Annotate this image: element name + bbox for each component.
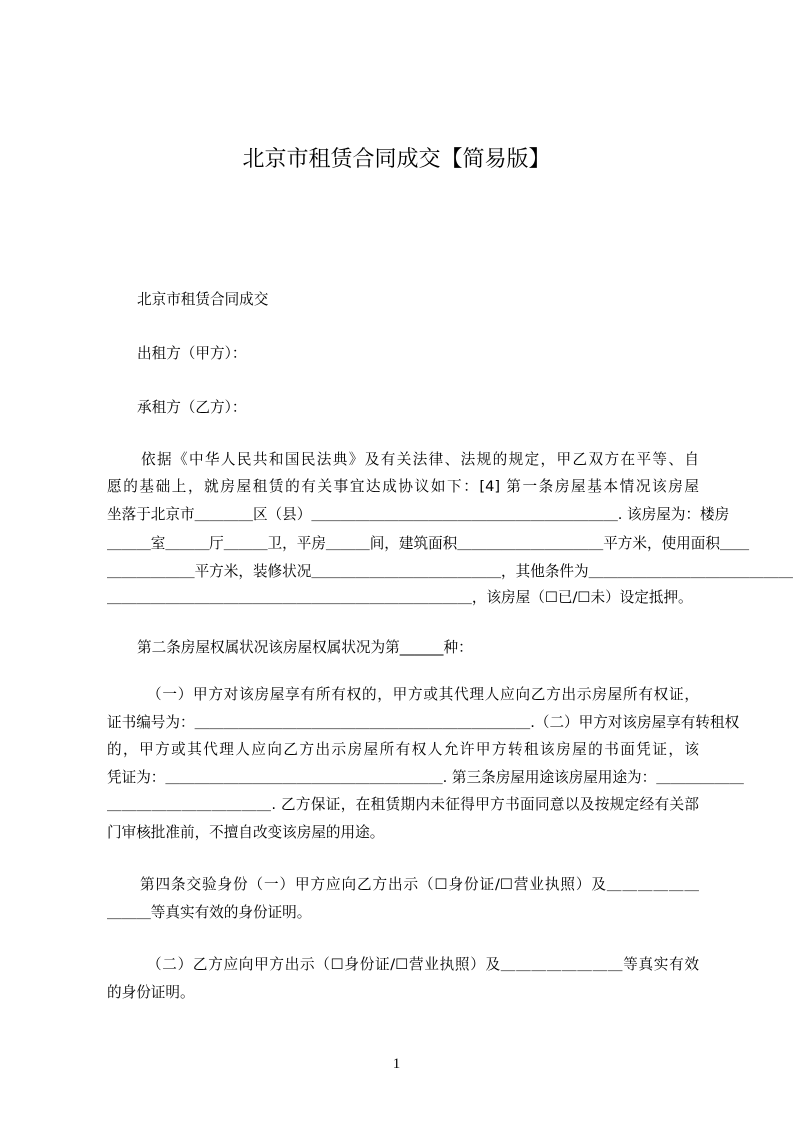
paragraph-line: ＿＿＿＿＿＿＿＿＿＿＿. 乙方保证，在租赁期内未征得甲方书面同意以及按规定经有关部 (107, 796, 699, 813)
paragraph-line: （一）甲方对该房屋享有所有权的，甲方或其代理人应向乙方出示房屋所有权证， (147, 686, 699, 703)
paragraph-line: 第四条交验身份（一）甲方应向乙方出示（☐身份证/☐营业执照）及＿＿＿＿＿＿ (140, 876, 699, 893)
doc-subtitle: 北京市租赁合同成交 (137, 291, 269, 308)
paragraph-line: 门审核批准前，不擅自改变该房屋的用途。 (107, 824, 385, 841)
paragraph-line: ＿＿＿＿＿＿平方米，装修状况＿＿＿＿＿＿＿＿＿＿＿＿＿，其他条件为＿＿＿＿＿＿＿＿＿＿＿＿＿＿ (107, 563, 793, 580)
paragraph-line: ＿＿＿等真实有效的身份证明。 (107, 904, 312, 921)
paragraph-line: ＿＿＿室＿＿＿厅＿＿＿卫，平房＿＿＿间，建筑面积＿＿＿＿＿＿＿＿＿＿平方米，使用面积＿＿ (107, 535, 750, 552)
paragraph-line: 的，甲方或其代理人应向乙方出示房屋所有权人允许甲方转租该房屋的书面凭证，该 (107, 741, 699, 758)
paragraph-line: ＿＿＿＿＿＿＿＿＿＿＿＿＿＿＿＿＿＿＿＿＿＿＿＿＿，该房屋（☐已/☐未）设定抵押。 (107, 589, 693, 606)
document-title: 北京市租赁合同成交【简易版】 (242, 147, 551, 172)
paragraph-line: 证书编号为：＿＿＿＿＿＿＿＿＿＿＿＿＿＿＿＿＿＿＿＿＿＿＿.（二）甲方对该房屋享有转租权 (107, 714, 740, 731)
lessee-label: 承租方（乙方）： (137, 399, 247, 416)
paragraph-line: 愿的基础上，就房屋租赁的有关事宜达成协议如下：[4] 第一条房屋基本情况该房屋 (107, 478, 699, 495)
paragraph-line: 的身份证明。 (107, 984, 195, 1001)
page-number: 1 (392, 1056, 401, 1072)
lessor-label: 出租方（甲方）： (137, 345, 247, 362)
paragraph-line: 凭证为：＿＿＿＿＿＿＿＿＿＿＿＿＿＿＿＿＿＿＿. 第三条房屋用途该房屋用途为：＿＿＿＿＿＿ (107, 769, 744, 786)
paragraph-line: 依据《中华人民共和国民法典》及有关法律、法规的规定，甲乙双方在平等、自 (141, 451, 699, 468)
paragraph-line: （二）乙方应向甲方出示（☐身份证/☐营业执照）及＿＿＿＿＿＿＿＿等真实有效 (147, 956, 699, 973)
paragraph-line: 坐落于北京市＿＿＿＿区（县）＿＿＿＿＿＿＿＿＿＿＿＿＿＿＿＿＿＿＿＿＿. 该房屋为：楼房 (107, 506, 730, 523)
paragraph-line: 第二条房屋权属状况该房屋权属状况为第______种： (137, 639, 473, 656)
